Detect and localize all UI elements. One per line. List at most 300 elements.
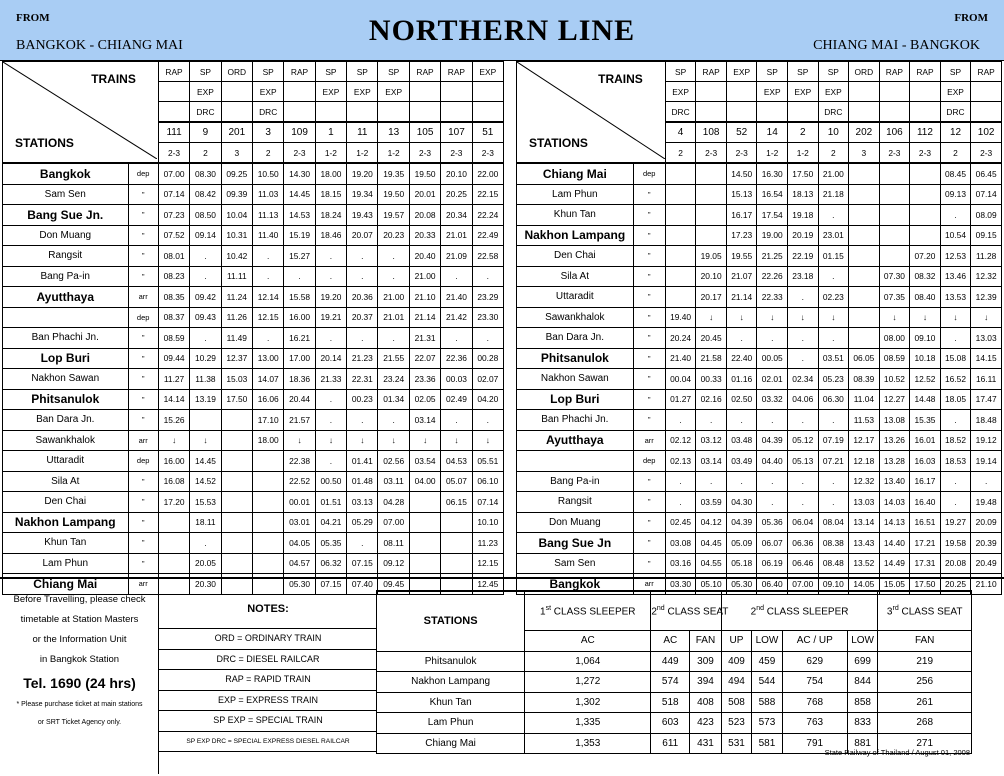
- departure-time: 22.52: [284, 471, 315, 492]
- note-item: EXP = EXPRESS TRAIN: [159, 691, 377, 712]
- timetable-row: [517, 205, 1002, 226]
- stations-label: STATIONS: [15, 136, 74, 150]
- arr-dep-marker: ": [633, 553, 665, 574]
- departure-time: 21.00: [409, 266, 440, 287]
- down-arrow-icon: ↓: [726, 307, 757, 328]
- timetable-row: [517, 328, 1002, 349]
- timetable-row: [3, 389, 504, 410]
- timetable-row: [517, 430, 1002, 451]
- fare-value: 459: [752, 651, 782, 672]
- departure-time: 10.04: [221, 205, 252, 226]
- down-arrow-icon: ↓: [409, 430, 440, 451]
- down-arrow-icon: ↓: [879, 307, 910, 328]
- departure-time: 06.04: [788, 512, 819, 533]
- departure-time: 16.54: [757, 184, 788, 205]
- fare-subheader: UP: [721, 631, 751, 652]
- departure-time: [879, 163, 910, 184]
- trains-label: TRAINS: [91, 72, 136, 86]
- departure-time: 12.18: [849, 451, 880, 472]
- departure-time: 22.31: [347, 369, 378, 390]
- departure-time: 13.03: [971, 328, 1002, 349]
- station-name: Khun Tan: [517, 205, 634, 226]
- train-type-cell: [221, 82, 252, 102]
- train-number: 3: [252, 122, 283, 143]
- fare-header-sup: nd: [756, 604, 764, 612]
- departure-time: 05.30: [284, 574, 315, 595]
- departure-time: .: [347, 246, 378, 267]
- arr-dep-marker: ": [633, 389, 665, 410]
- train-type-cell: [441, 82, 472, 102]
- departure-time: [252, 533, 283, 554]
- departure-time: 11.13: [252, 205, 283, 226]
- fare-value: 833: [847, 713, 878, 734]
- bottom-section: [0, 577, 1004, 776]
- departure-time: [158, 553, 189, 574]
- departure-time: 20.45: [696, 328, 727, 349]
- departure-time: [252, 553, 283, 574]
- info-phone: Tel. 1690 (24 hrs): [23, 675, 136, 691]
- departure-time: 20.39: [971, 533, 1002, 554]
- departure-time: 00.05: [757, 348, 788, 369]
- notes-title: NOTES:: [159, 590, 377, 629]
- departure-time: 18.48: [971, 410, 1002, 431]
- departure-time: 16.08: [158, 471, 189, 492]
- departure-time: 15.35: [910, 410, 941, 431]
- arr-dep-marker: arr: [633, 430, 665, 451]
- fare-value: 256: [878, 672, 972, 693]
- departure-time: [910, 225, 941, 246]
- departure-time: 03.12: [696, 430, 727, 451]
- train-type-cell: SP: [315, 62, 346, 82]
- departure-time: 14.03: [879, 492, 910, 513]
- station-name: Sam Sen: [3, 184, 129, 205]
- station-name: [517, 451, 634, 472]
- departure-time: 14.13: [879, 512, 910, 533]
- arr-dep-marker: ": [633, 246, 665, 267]
- station-name: Nakhon Sawan: [517, 369, 634, 390]
- timetable-row: [517, 553, 1002, 574]
- departure-time: 10.50: [252, 163, 283, 184]
- fare-first-class-header: [525, 591, 651, 631]
- departure-time: 20.07: [347, 225, 378, 246]
- station-name: [3, 307, 129, 328]
- fare-value: 531: [721, 733, 751, 754]
- departure-time: 21.23: [347, 348, 378, 369]
- departure-time: 18.15: [315, 184, 346, 205]
- down-arrow-icon: ↓: [315, 430, 346, 451]
- train-type-cell: SP: [347, 62, 378, 82]
- departure-time: .: [441, 328, 472, 349]
- departure-time: 04.39: [726, 512, 757, 533]
- train-number: 4: [665, 122, 696, 143]
- fare-value: 409: [721, 651, 751, 672]
- station-name: Sam Sen: [517, 553, 634, 574]
- departure-time: [252, 471, 283, 492]
- departure-time: 21.58: [696, 348, 727, 369]
- train-class: 2: [940, 143, 971, 164]
- arr-dep-marker: ": [633, 533, 665, 554]
- train-class: 2-3: [472, 143, 503, 164]
- departure-time: 12.14: [252, 287, 283, 308]
- station-name: Uttaradit: [3, 451, 129, 472]
- down-arrow-icon: ↓: [347, 430, 378, 451]
- train-type-cell: [409, 102, 440, 123]
- departure-time: [910, 184, 941, 205]
- train-type-cell: SP: [252, 62, 283, 82]
- departure-time: 11.53: [849, 410, 880, 431]
- departure-time: 14.52: [190, 471, 221, 492]
- train-type-cell: [910, 82, 941, 102]
- departure-time: 22.26: [757, 266, 788, 287]
- train-type-cell: DRC: [818, 102, 849, 123]
- departure-time: [252, 492, 283, 513]
- departure-time: 23.30: [472, 307, 503, 328]
- departure-time: .: [788, 328, 819, 349]
- arr-dep-marker: ": [128, 553, 158, 574]
- arr-dep-marker: ": [633, 471, 665, 492]
- departure-time: 13.08: [879, 410, 910, 431]
- departure-time: .: [190, 246, 221, 267]
- departure-time: 22.19: [788, 246, 819, 267]
- fare-row: [377, 672, 972, 693]
- arr-dep-marker: dep: [128, 163, 158, 184]
- fare-header-sup: nd: [656, 604, 665, 612]
- arr-dep-marker: ": [633, 492, 665, 513]
- train-type-cell: [472, 102, 503, 123]
- station-name: Phitsanulok: [517, 348, 634, 369]
- arr-dep-marker: ": [128, 225, 158, 246]
- departure-time: 08.45: [940, 163, 971, 184]
- fare-header-text: CLASS SEAT: [667, 606, 729, 618]
- train-type-cell: [472, 82, 503, 102]
- departure-time: [665, 287, 696, 308]
- departure-time: 21.40: [441, 287, 472, 308]
- departure-time: 08.32: [910, 266, 941, 287]
- departure-time: 12.53: [940, 246, 971, 267]
- train-type-cell: [158, 102, 189, 123]
- departure-time: 09.25: [221, 163, 252, 184]
- departure-time: 22.40: [726, 348, 757, 369]
- departure-time: 07.52: [158, 225, 189, 246]
- arr-dep-marker: dep: [128, 451, 158, 472]
- departure-time: 15.03: [221, 369, 252, 390]
- down-arrow-icon: ↓: [910, 307, 941, 328]
- departure-time: 15.53: [190, 492, 221, 513]
- fare-subheader: LOW: [847, 631, 878, 652]
- train-type-cell: EXP: [726, 62, 757, 82]
- departure-time: 00.03: [441, 369, 472, 390]
- departure-time: 16.17: [726, 205, 757, 226]
- departure-time: 22.15: [472, 184, 503, 205]
- train-type-cell: [849, 102, 880, 123]
- departure-time: 08.00: [879, 328, 910, 349]
- departure-time: .: [757, 492, 788, 513]
- departure-time: .: [315, 266, 346, 287]
- departure-time: 20.49: [971, 553, 1002, 574]
- train-number: 107: [441, 122, 472, 143]
- timetable-bangkok-chiangmai: [2, 61, 504, 595]
- departure-time: 13.52: [849, 553, 880, 574]
- departure-time: 15.08: [940, 348, 971, 369]
- fare-value: 271: [878, 733, 972, 754]
- arr-dep-marker: ": [128, 492, 158, 513]
- departure-time: 01.27: [665, 389, 696, 410]
- note-item: SP EXP DRC = SPECIAL EXPRESS DIESEL RAILCAR: [159, 732, 377, 753]
- departure-time: 16.51: [910, 512, 941, 533]
- train-class: 2: [665, 143, 696, 164]
- timetable-row: [3, 184, 504, 205]
- departure-time: .: [971, 471, 1002, 492]
- departure-time: .: [665, 492, 696, 513]
- departure-time: 15.27: [284, 246, 315, 267]
- fare-header-num: 1: [540, 606, 546, 618]
- departure-time: [221, 512, 252, 533]
- departure-time: .: [818, 492, 849, 513]
- fare-value: 261: [878, 692, 972, 713]
- timetable-row: [517, 287, 1002, 308]
- departure-time: 00.01: [284, 492, 315, 513]
- departure-time: .: [315, 451, 346, 472]
- fare-value: 588: [752, 692, 782, 713]
- departure-time: 21.14: [726, 287, 757, 308]
- timetable-row: [3, 163, 504, 184]
- fare-value: 629: [782, 651, 847, 672]
- info-panel: [2, 590, 157, 732]
- departure-time: 09.10: [910, 328, 941, 349]
- departure-time: 08.01: [158, 246, 189, 267]
- departure-time: 08.38: [818, 533, 849, 554]
- train-type-cell: EXP: [940, 82, 971, 102]
- down-arrow-icon: ↓: [284, 430, 315, 451]
- fare-value: 431: [690, 733, 722, 754]
- station-name: Khun Tan: [3, 533, 129, 554]
- departure-time: 22.00: [472, 163, 503, 184]
- down-arrow-icon: ↓: [378, 430, 409, 451]
- departure-time: 21.55: [378, 348, 409, 369]
- train-type-cell: SP: [940, 62, 971, 82]
- departure-time: 21.10: [409, 287, 440, 308]
- departure-time: .: [347, 533, 378, 554]
- departure-time: 19.58: [940, 533, 971, 554]
- departure-time: 20.44: [284, 389, 315, 410]
- departure-time: 09.10: [818, 574, 849, 595]
- departure-time: .: [757, 410, 788, 431]
- train-number: 106: [879, 122, 910, 143]
- departure-time: 07.14: [158, 184, 189, 205]
- departure-time: 07.00: [378, 512, 409, 533]
- departure-time: 16.00: [284, 307, 315, 328]
- departure-time: 07.00: [788, 574, 819, 595]
- departure-time: 20.33: [409, 225, 440, 246]
- train-class: 1-2: [788, 143, 819, 164]
- departure-time: 21.40: [665, 348, 696, 369]
- departure-time: 16.30: [757, 163, 788, 184]
- timetable-row: [3, 451, 504, 472]
- departure-time: 12.17: [849, 430, 880, 451]
- timetable-row: [3, 266, 504, 287]
- departure-time: 23.24: [378, 369, 409, 390]
- station-name: Lop Buri: [3, 348, 129, 369]
- train-type-cell: DRC: [252, 102, 283, 123]
- departure-time: [665, 163, 696, 184]
- train-type-cell: DRC: [190, 102, 221, 123]
- departure-time: 03.32: [757, 389, 788, 410]
- departure-time: 05.51: [472, 451, 503, 472]
- departure-time: 19.05: [696, 246, 727, 267]
- timetable-row: [517, 348, 1002, 369]
- departure-time: [665, 246, 696, 267]
- timetable-row: [517, 246, 1002, 267]
- departure-time: .: [315, 410, 346, 431]
- departure-time: [879, 184, 910, 205]
- fare-value: 309: [690, 651, 722, 672]
- departure-time: 05.23: [818, 369, 849, 390]
- departure-time: 09.43: [190, 307, 221, 328]
- timetable-row: [517, 512, 1002, 533]
- departure-time: [441, 553, 472, 574]
- departure-time: 15.58: [284, 287, 315, 308]
- departure-time: 21.33: [315, 369, 346, 390]
- fare-value: 1,353: [525, 733, 651, 754]
- fare-value: 508: [721, 692, 751, 713]
- station-name: Nakhon Lampang: [3, 512, 129, 533]
- notes-panel: [158, 590, 377, 774]
- departure-time: 06.15: [441, 492, 472, 513]
- departure-time: 16.03: [910, 451, 941, 472]
- info-line: in Bangkok Station: [39, 654, 120, 665]
- departure-time: .: [788, 471, 819, 492]
- train-class: 2: [252, 143, 283, 164]
- departure-time: .: [788, 348, 819, 369]
- departure-time: .: [347, 410, 378, 431]
- departure-time: 18.00: [315, 163, 346, 184]
- timetable-row: [3, 410, 504, 431]
- trains-stations-corner: [517, 62, 666, 164]
- train-number: 51: [472, 122, 503, 143]
- departure-time: [849, 328, 880, 349]
- departure-time: 20.23: [378, 225, 409, 246]
- timetable-row: [517, 492, 1002, 513]
- departure-time: 23.18: [788, 266, 819, 287]
- train-class: 2-3: [441, 143, 472, 164]
- station-name: Bangkok: [3, 163, 129, 184]
- departure-time: 02.16: [696, 389, 727, 410]
- station-name: Rangsit: [517, 492, 634, 513]
- train-type-cell: [409, 82, 440, 102]
- station-name: Ban Dara Jn.: [3, 410, 129, 431]
- arr-dep-marker: ": [128, 512, 158, 533]
- arr-dep-marker: ": [128, 266, 158, 287]
- departure-time: 04.12: [696, 512, 727, 533]
- departure-time: 20.37: [347, 307, 378, 328]
- timetable-row: [3, 307, 504, 328]
- train-class: 2-3: [879, 143, 910, 164]
- timetable-row: [517, 307, 1002, 328]
- footer-credit: State Railway of Thailand / August 01, 2008: [824, 748, 970, 757]
- station-name: Bangkok: [517, 574, 634, 595]
- fare-value: 844: [847, 672, 878, 693]
- departure-time: 20.09: [971, 512, 1002, 533]
- timetable-row: [517, 184, 1002, 205]
- departure-time: 07.00: [158, 163, 189, 184]
- departure-time: 03.51: [818, 348, 849, 369]
- station-name: Nakhon Sawan: [3, 369, 129, 390]
- departure-time: .: [818, 328, 849, 349]
- departure-time: 07.19: [818, 430, 849, 451]
- train-class: 2-3: [696, 143, 727, 164]
- departure-time: 03.14: [696, 451, 727, 472]
- departure-time: [221, 533, 252, 554]
- fare-subheader: AC: [651, 631, 690, 652]
- departure-time: 05.09: [726, 533, 757, 554]
- down-arrow-icon: ↓: [818, 307, 849, 328]
- timetable-row: [3, 430, 504, 451]
- departure-time: 21.00: [378, 287, 409, 308]
- arr-dep-marker: ": [128, 246, 158, 267]
- departure-time: [665, 225, 696, 246]
- departure-time: 16.06: [252, 389, 283, 410]
- departure-time: 19.48: [971, 492, 1002, 513]
- departure-time: .: [315, 389, 346, 410]
- train-type-cell: [378, 102, 409, 123]
- departure-time: 11.40: [252, 225, 283, 246]
- departure-time: 11.03: [252, 184, 283, 205]
- timetable-row: [3, 225, 504, 246]
- departure-time: 03.49: [726, 451, 757, 472]
- departure-time: 05.29: [347, 512, 378, 533]
- departure-time: .: [665, 410, 696, 431]
- departure-time: 13.14: [849, 512, 880, 533]
- departure-time: [221, 471, 252, 492]
- departure-time: [849, 246, 880, 267]
- timetable-row: [517, 163, 1002, 184]
- departure-time: 02.49: [441, 389, 472, 410]
- departure-time: 02.12: [665, 430, 696, 451]
- arr-dep-marker: ": [128, 328, 158, 349]
- train-type-cell: EXP: [788, 82, 819, 102]
- train-type-cell: EXP: [378, 82, 409, 102]
- departure-time: 19.40: [665, 307, 696, 328]
- fare-table: [376, 590, 972, 754]
- train-type-cell: RAP: [879, 62, 910, 82]
- departure-time: 21.31: [409, 328, 440, 349]
- train-type-cell: SP: [190, 62, 221, 82]
- arr-dep-marker: arr: [128, 430, 158, 451]
- arr-dep-marker: ": [633, 205, 665, 226]
- fare-row: [377, 651, 972, 672]
- arr-dep-marker: ": [128, 410, 158, 431]
- departure-time: 14.45: [190, 451, 221, 472]
- departure-time: 19.18: [788, 205, 819, 226]
- fare-value: 1,064: [525, 651, 651, 672]
- departure-time: 18.36: [284, 369, 315, 390]
- departure-time: 02.56: [378, 451, 409, 472]
- train-type-cell: RAP: [696, 62, 727, 82]
- departure-time: .: [315, 246, 346, 267]
- departure-time: .: [818, 471, 849, 492]
- train-type-cell: [849, 82, 880, 102]
- departure-time: 12.52: [910, 369, 941, 390]
- train-type-cell: SP: [378, 62, 409, 82]
- station-name: Ayutthaya: [3, 287, 129, 308]
- departure-time: 11.23: [472, 533, 503, 554]
- departure-time: 18.13: [788, 184, 819, 205]
- departure-time: 07.21: [818, 451, 849, 472]
- departure-time: 19.21: [315, 307, 346, 328]
- departure-time: 11.28: [971, 246, 1002, 267]
- departure-time: 15.26: [158, 410, 189, 431]
- departure-time: 02.07: [472, 369, 503, 390]
